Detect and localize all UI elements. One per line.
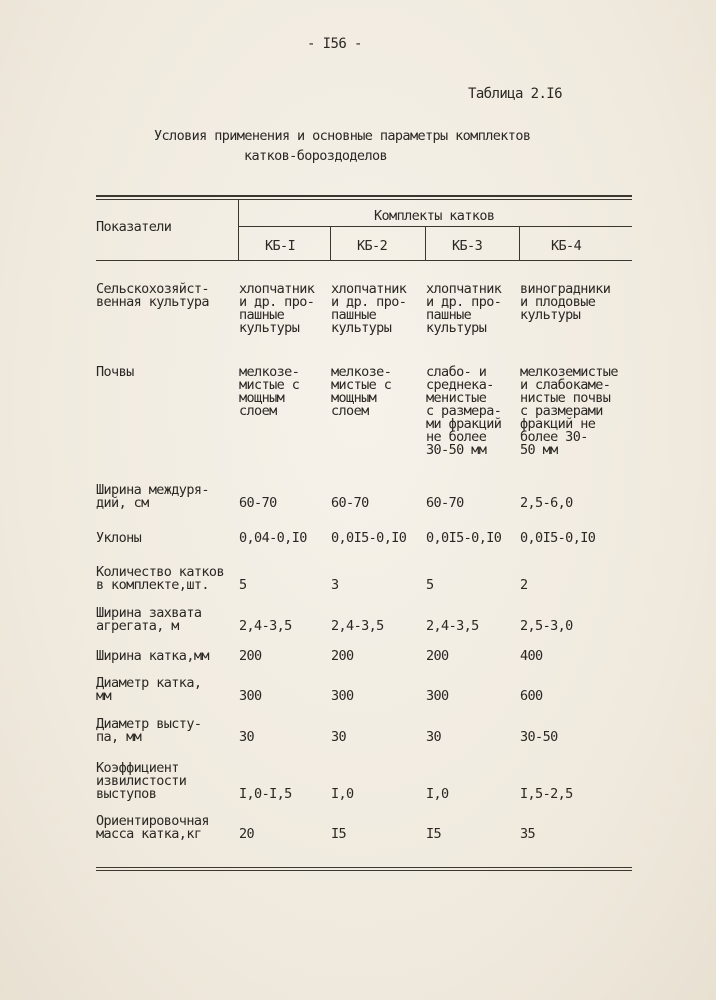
col-divider-2: [425, 226, 426, 261]
table-cell: 0,0I5-0,I0: [426, 530, 502, 546]
header-indicators: Показатели: [96, 219, 172, 235]
table-cell: 30: [426, 729, 442, 745]
header-vertical-divider: [238, 199, 239, 261]
row-label: Ширина захвата агрегата, м: [96, 605, 202, 634]
table-cell: 30-50: [520, 729, 558, 745]
row-label: Сельскохозяйст- венная культура: [96, 281, 209, 310]
table-cell: 300: [239, 688, 262, 704]
table-cell: 200: [331, 648, 354, 664]
table-cell: I,5-2,5: [520, 786, 573, 802]
table-cell: 0,0I5-0,I0: [331, 530, 407, 546]
table-cell: 200: [239, 648, 262, 664]
table-cell: хлопчатник и др. про- пашные культуры: [331, 281, 407, 336]
table-cell: 30: [331, 729, 347, 745]
table-cell: I5: [331, 826, 347, 842]
row-label: Количество катков в комплекте,шт.: [96, 564, 224, 593]
table-cell: 2,4-3,5: [239, 618, 292, 634]
top-rule-2: [96, 199, 632, 200]
table-cell: 20: [239, 826, 255, 842]
header-col-4: КБ-4: [551, 238, 582, 254]
row-label: Почвы: [96, 364, 134, 380]
top-rule: [96, 195, 632, 197]
table-cell: слабо- и среднека- менистые с размера- ми фракций не более 30-50 мм: [426, 364, 502, 458]
table-cell: мелкозе- мистые с мощным слоем: [239, 364, 300, 419]
table-cell: 2,4-3,5: [426, 618, 479, 634]
table-cell: 0,0I5-0,I0: [520, 530, 596, 546]
table-cell: мелкозе- мистые с мощным слоем: [331, 364, 392, 419]
table-cell: 2,5-6,0: [520, 495, 573, 511]
table-cell: 0,04-0,I0: [239, 530, 307, 546]
header-col-3: КБ-3: [452, 238, 483, 254]
table-cell: 60-70: [331, 495, 369, 511]
row-label: Диаметр высту- па, мм: [96, 716, 202, 745]
table-cell: 400: [520, 648, 543, 664]
table-cell: 35: [520, 826, 536, 842]
table-cell: 300: [426, 688, 449, 704]
table-label: Таблица 2.I6: [468, 86, 562, 102]
bottom-rule: [96, 867, 632, 868]
table-cell: I,0: [331, 786, 354, 802]
table-cell: виноградники и плодовые культуры: [520, 281, 611, 323]
group-underline: [238, 226, 632, 227]
row-label: Ширина междуря- дий, см: [96, 482, 209, 511]
table-cell: 3: [331, 577, 339, 593]
header-col-1: КБ-I: [265, 238, 296, 254]
table-cell: 300: [331, 688, 354, 704]
col-divider-1: [330, 226, 331, 261]
table-cell: 60-70: [426, 495, 464, 511]
page-number: - I56 -: [307, 36, 362, 52]
table-title-line1: Условия применения и основные параметры комплектов: [154, 128, 531, 144]
table-cell: хлопчатник и др. про- пашные культуры: [426, 281, 502, 336]
col-divider-3: [519, 226, 520, 261]
table-cell: I,0-I,5: [239, 786, 292, 802]
table-cell: 2,5-3,0: [520, 618, 573, 634]
header-bottom-rule: [96, 260, 632, 261]
header-col-2: КБ-2: [357, 238, 388, 254]
header-group: Комплекты катков: [374, 208, 495, 224]
row-label: Уклоны: [96, 530, 142, 546]
table-title-line2: катков-бороздоделов: [244, 148, 388, 164]
row-label: Коэффициент извилистости выступов: [96, 760, 187, 802]
row-label: Ширина катка,мм: [96, 648, 209, 664]
table-cell: 5: [239, 577, 247, 593]
table-cell: I,0: [426, 786, 449, 802]
table-cell: 2: [520, 577, 528, 593]
table-cell: 600: [520, 688, 543, 704]
table-cell: мелкоземистые и слабокаме- нистые почвы с размерами фракций не более 30- 50 мм: [520, 364, 618, 458]
table-cell: хлопчатник и др. про- пашные культуры: [239, 281, 315, 336]
bottom-rule-2: [96, 870, 632, 871]
table-cell: I5: [426, 826, 442, 842]
row-label: Ориентировочная масса катка,кг: [96, 813, 209, 842]
table-cell: 30: [239, 729, 255, 745]
table-cell: 200: [426, 648, 449, 664]
table-cell: 5: [426, 577, 434, 593]
row-label: Диаметр катка, мм: [96, 675, 202, 704]
table-cell: 60-70: [239, 495, 277, 511]
table-cell: 2,4-3,5: [331, 618, 384, 634]
